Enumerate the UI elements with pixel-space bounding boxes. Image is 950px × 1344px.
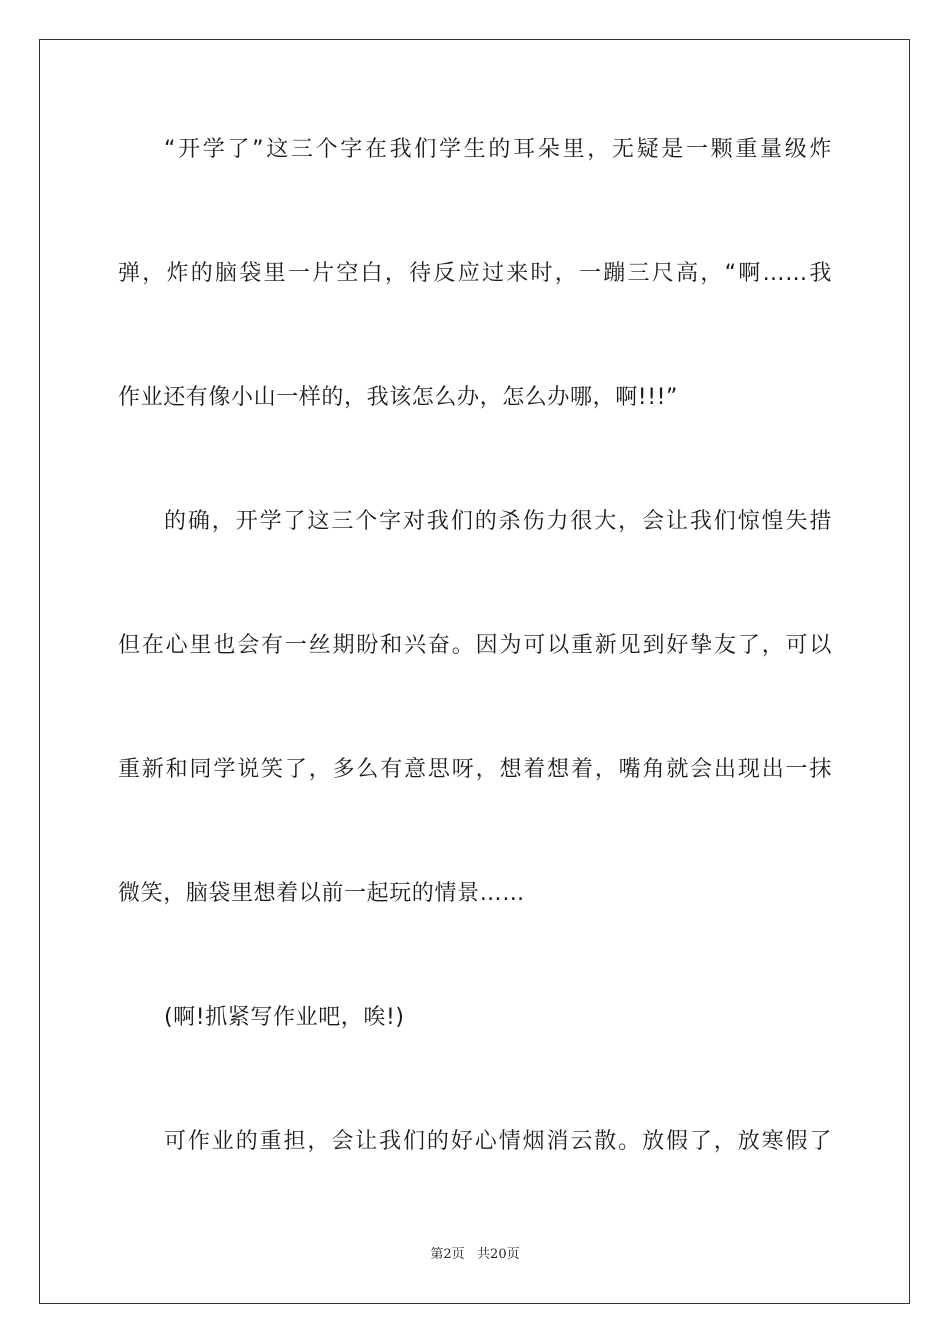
paragraph-line: (啊!抓紧写作业吧，唉!) — [164, 1005, 405, 1030]
paragraph-line: 作业还有像小山一样的，我该怎么办，怎么办哪，啊!!!” — [118, 385, 679, 410]
page-number-footer: 第2页 共20页 — [430, 1247, 520, 1262]
paragraph-line: 可作业的重担，会让我们的好心情烟消云散。放假了，放寒假了 — [164, 1129, 832, 1154]
paragraph-line: 但在心里也会有一丝期盼和兴奋。因为可以重新见到好挚友了，可以 — [118, 633, 832, 658]
paragraph-line: 重新和同学说笑了，多么有意思呀，想着想着，嘴角就会出现出一抹 — [118, 757, 832, 782]
paragraph-line: 微笑，脑袋里想着以前一起玩的情景…… — [118, 881, 525, 906]
paragraph-line: “开学了”这三个字在我们学生的耳朵里，无疑是一颗重量级炸 — [164, 137, 832, 162]
page-border — [39, 39, 910, 1304]
paragraph-line: 弹，炸的脑袋里一片空白，待反应过来时，一蹦三尺高，“啊……我 — [118, 261, 832, 286]
paragraph-line: 的确，开学了这三个字对我们的杀伤力很大，会让我们惊惶失措 — [164, 509, 832, 534]
